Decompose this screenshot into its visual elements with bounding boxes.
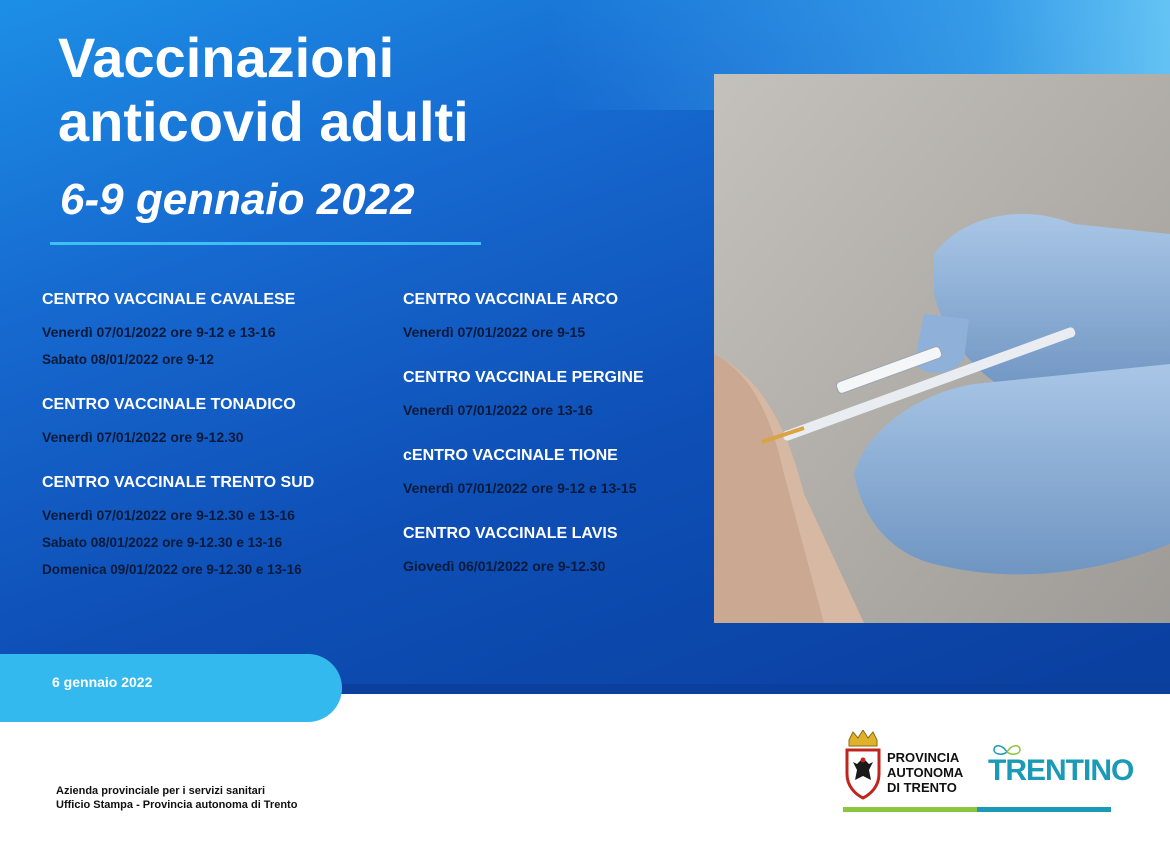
logo-underline — [843, 807, 1111, 812]
title-divider — [50, 242, 481, 245]
center-name: CENTRO VACCINALE TONADICO — [42, 396, 296, 413]
center-schedule: Venerdì 07/01/2022 ore 9-12 e 13-16 — [42, 324, 276, 340]
vaccination-photo — [714, 74, 1170, 623]
center-trento-sud — [42, 471, 392, 583]
title-line-2: anticovid adulti — [58, 90, 469, 153]
center-name: cENTRO VACCINALE TIONE — [403, 447, 618, 464]
date-banner — [0, 654, 342, 722]
vaccination-photo-illustration — [714, 74, 1170, 623]
center-schedule: Giovedì 06/01/2022 ore 9-12.30 — [403, 558, 606, 574]
trentino-wordmark: TRENTINO — [988, 754, 1134, 787]
center-tione — [403, 444, 703, 502]
credits — [56, 784, 297, 812]
center-schedule: Venerdì 07/01/2022 ore 9-12.30 e 13-16 — [42, 507, 295, 523]
credit-line-1: Azienda provinciale per i servizi sanitari — [56, 785, 266, 797]
center-cavalese — [42, 288, 392, 373]
publication-date: 6 gennaio 2022 — [52, 674, 153, 690]
center-schedule: Sabato 08/01/2022 ore 9-12.30 e 13-16 — [42, 535, 283, 550]
provincia-logo — [843, 730, 973, 810]
page-subtitle: 6-9 gennaio 2022 — [60, 175, 415, 224]
center-arco — [403, 288, 703, 346]
center-schedule: Venerdì 07/01/2022 ore 13-16 — [403, 402, 593, 418]
trentino-logo — [988, 748, 1134, 794]
center-schedule: Sabato 08/01/2022 ore 9-12 — [42, 352, 214, 367]
center-name: CENTRO VACCINALE TRENTO SUD — [42, 474, 315, 491]
credit-line-2: Ufficio Stampa - Provincia autonoma di Trento — [56, 799, 298, 811]
centers-column-left — [42, 288, 392, 603]
center-schedule: Venerdì 07/01/2022 ore 9-15 — [403, 324, 586, 340]
provincia-line-2: AUTONOMA — [887, 765, 964, 780]
center-lavis — [403, 522, 703, 580]
center-name: CENTRO VACCINALE ARCO — [403, 291, 619, 308]
provincia-line-1: PROVINCIA — [887, 750, 960, 765]
center-schedule: Domenica 09/01/2022 ore 9-12.30 e 13-16 — [42, 562, 302, 577]
center-name: CENTRO VACCINALE PERGINE — [403, 369, 644, 386]
hero-bottom-strip — [342, 684, 1170, 694]
centers-column-right — [403, 288, 703, 600]
title-line-1: Vaccinazioni — [58, 26, 395, 89]
center-tonadico — [42, 393, 392, 451]
center-schedule: Venerdì 07/01/2022 ore 9-12.30 — [42, 429, 244, 445]
center-name: CENTRO VACCINALE LAVIS — [403, 525, 618, 542]
coat-of-arms-icon — [843, 730, 883, 800]
page-title — [58, 26, 469, 154]
center-name: CENTRO VACCINALE CAVALESE — [42, 291, 296, 308]
center-schedule: Venerdì 07/01/2022 ore 9-12 e 13-15 — [403, 480, 637, 496]
provincia-line-3: DI TRENTO — [887, 780, 957, 795]
center-pergine — [403, 366, 703, 424]
provincia-text — [887, 750, 963, 795]
